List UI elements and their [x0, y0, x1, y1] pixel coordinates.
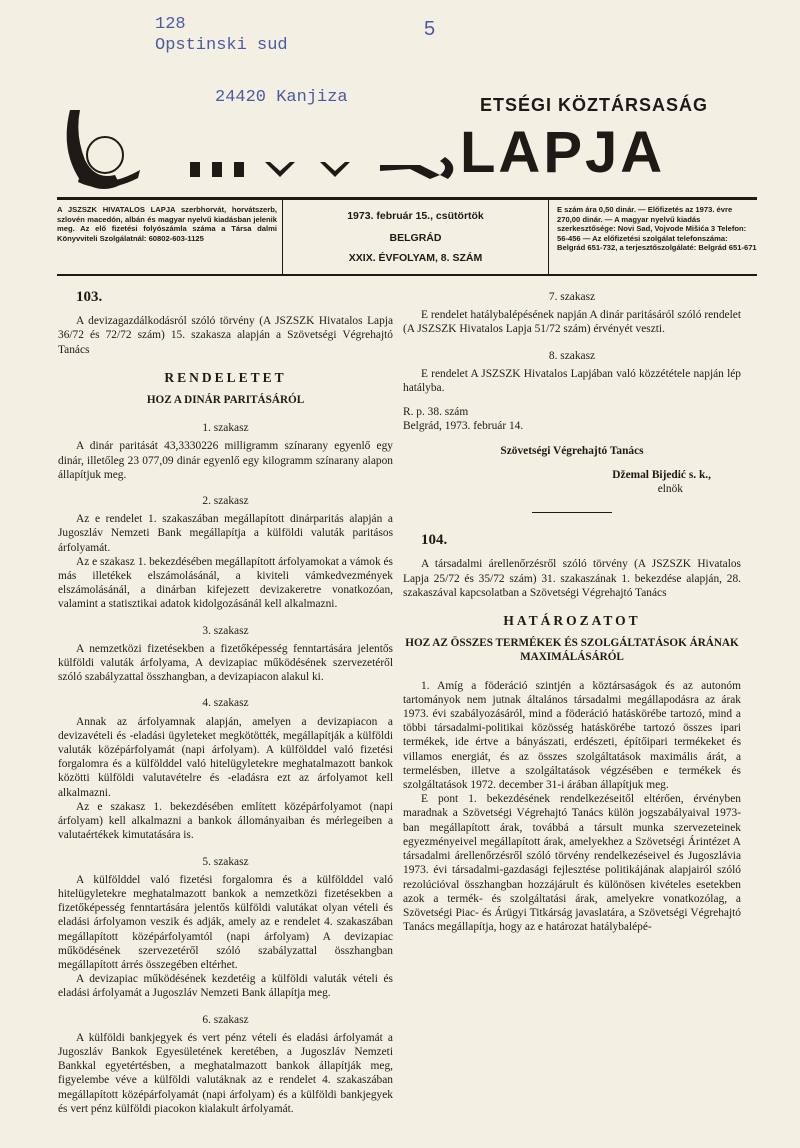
section-text: A devizapiac működésének kezdetéig a külföldi valuták vételi és eladási árfolyamát a Jugoszláv Nemzeti Bank állapítja meg. — [58, 973, 393, 1000]
section-title: 2. szakasz — [202, 495, 249, 508]
right-column — [403, 290, 741, 934]
stamp-number: 128 — [155, 15, 186, 34]
article-104-intro: A társadalmi árellenőrzésről szóló törvény (A JSZSZK Hivatalos Lapja 25/72 és 35/72 szám) 31. szakaszának 1. bekezdése alapján, 28. szakaszával kapcsolatban a Szövetségi Végrehajtó Tanács — [403, 558, 741, 599]
info-bar — [57, 197, 757, 276]
publisher-info: A JSZSZK HIVATALOS LAPJA szerbhorvát, horvátszerb, szlovén macedón, albán és magyar nyelvű kiadásban jelenik meg. Az elő fizetési folyószámla száma a Társa dalmi Könyvviteli Szolgálatnál: 60802-603-1125 — [57, 205, 277, 243]
article-103-number: 103. — [76, 289, 103, 305]
article-104-subheading: HOZ AZ ÖSSZES TERMÉKEK ÉS SZOLGÁLTATÁSOK ÁRÁNAK MAXIMÁLÁSÁRÓL — [405, 637, 739, 664]
subscription-info: E szám ára 0,50 dinár. — Előfizetés az 1973. évre 270,00 dinár. — A magyar nyelvű kiadás szerkesztősége: Novi Sad, Vojvode Mišića 3 Telefon: 56-456 — Az előfizetési szolgálat telefonszáma: Belgrád 651-732, a terjesztőszolgálaté: Belgrád 651-671 — [557, 205, 757, 252]
section-text: Az e szakasz 1. bekezdésében említett középárfolyamot (napi árfolyam) kell alkalmazni a bankok állományaiban és mérlegeiben a valutaértékek kimutatására is. — [58, 800, 393, 842]
signatory-title: elnök — [657, 483, 683, 496]
section-text: E rendelet A JSZSZK Hivatalos Lapjában való közzététele napján lép hatályba. — [403, 367, 741, 395]
signatory-name: Džemal Bijedić s. k., — [612, 468, 711, 481]
signatory-organization: Szövetségi Végrehajtó Tanács — [500, 444, 644, 457]
section-title: 6. szakasz — [202, 1013, 249, 1026]
article-104-heading: HATÁROZATOT — [503, 613, 641, 629]
section-title: 4. szakasz — [202, 697, 249, 710]
issue-city: BELGRÁD — [389, 232, 442, 244]
section-text: Az e rendelet 1. szakaszában megállapított dinárparitás alapján a Jugoszláv Nemzeti Bank megállapítja a külföldi valuták paritásos árfolyamát. — [58, 513, 393, 554]
left-column — [58, 290, 393, 1116]
section-text: Az e szakasz 1. bekezdésében megállapított árfolyamokat a vámok és más illetékek elszámolásánál, a kiviteli vámkedvezmények elszámolásánál, a dinárban kifejezett devizakeretre vonatkozóan, valamint a statisztikai adatok kidolgozásánál kell alkalmazni. — [58, 555, 393, 611]
section-text: Annak az árfolyamnak alapján, amelyen a devizapiacon a devizavételi és -eladási ügyleteket megkötötték, megállapítják a külföldi valuták középárfolyamát (napi árfolyam). A külfölddel való fizetési forgalomra és a külfölddel való hitelügyletekre meghatalmazott bankok közötti külföldi valutavételre és -eladásra ezt az árfolyamot kell alkalmazni. — [58, 715, 393, 799]
section-title: 7. szakasz — [548, 291, 596, 303]
section-text: A nemzetközi fizetésekben a fizetőképesség fenntartására jelentős külföldi valuták árfolyama, A devizapiac működésének szervezetéről szóló szabályzattal összhangban, a devizapiacon alakul ki. — [58, 642, 393, 684]
section-title: 3. szakasz — [202, 624, 249, 637]
section-text: A külföldi bankjegyek és vert pénz vételi és eladási árfolyamát a Jugoszláv Bankok Egyesületének keretében, a Jugoszláv Nemzeti Bankkal egyetértésben, a meghatalmazott bankok állapítják meg, figyelembe véve a külföldi valutáknak az e rendelet 4. szakaszában megállapított középárfolyamát (napi árfolyam) és a külföldi bankjegyek és vert pénz külföldi piacokon kialakult árfolyamát. — [58, 1031, 393, 1115]
emblem-icon — [60, 100, 150, 195]
section-text: A külfölddel való fizetési forgalomra és a külfölddel való hitelügyletekre meghatalmazott bankok a nemzetközi fizetésekben a fizetőképesség fenntartására jelentős külföldi valutákat olyan vételi és eladási árfolyamon veszik és adják, amely az e rendelet 4. szakaszában megállapított középárfolyamtól (napi árfolyam) A devizapiac működésének szervezetéről szóló szabályzattal összhangban megállapított árrés összegében eltérhet. — [58, 873, 393, 971]
masthead-title: LAPJA — [460, 120, 666, 185]
stamp-court: Opstinski sud — [155, 36, 288, 55]
masthead-top-line: ETSÉGI KÖZTÁRSASÁG — [480, 95, 709, 115]
section-title: 1. szakasz — [202, 422, 249, 435]
article-103-intro: A devizagazdálkodásról szóló törvény (A JSZSZK Hivatalos Lapja 36/72 és 72/72 szám) 15. szakasza alapján a Szövetségi Végrehajtó Tanács — [58, 315, 393, 356]
stamp-location: 24420 Kanjiza — [215, 88, 348, 107]
masthead-title-fragment — [190, 157, 460, 182]
masthead — [60, 95, 750, 200]
article-103-heading: RENDELETET — [164, 369, 287, 385]
reference-number: R. p. 38. szám — [403, 406, 469, 419]
place-date: Belgrád, 1973. február 14. — [403, 420, 524, 433]
issue-date: 1973. február 15., csütörtök — [347, 210, 484, 222]
divider — [532, 512, 612, 513]
section-title: 8. szakasz — [548, 349, 596, 362]
page-number: 5 — [424, 18, 436, 40]
court-stamp — [155, 14, 288, 56]
article-103-subheading: HOZ A DINÁR PARITÁSÁRÓL — [146, 394, 305, 407]
article-104-paragraph: 1. Amíg a föderáció szintjén a köztársaságok és az autonóm tartományok nem jutnak általános társadalmi megállapodásra az árak 1973. évi szabályozásáról, mind a föderáció hatáskörébe tartozó, mind a többi társadalmi-politikai közösség hatáskörébe tartozó összes ipari termékek, ide értve a bányászati, erdészeti, építőipari termékeket és villamos energiát, és az összes szolgáltatások maximális árát, a termelésben, illetve a szolgáltatások végzésében e termékek és szolgáltatások 1972. december 31-i árában állapítjuk meg. — [403, 679, 741, 792]
section-text: E rendelet hatálybalépésének napján A dinár paritásáról szóló rendelet (A JSZSZK Hivatalos Lapja 51/72 szám) érvényét veszti. — [403, 309, 741, 336]
issue-volume: XXIX. ÉVFOLYAM, 8. SZÁM — [348, 252, 483, 264]
article-104-number: 104. — [421, 532, 448, 549]
section-title: 5. szakasz — [202, 855, 249, 868]
issue-info — [282, 200, 549, 274]
section-text: A dinár paritását 43,3330226 milligramm színarany egyenlő egy dinár, illetőleg 23 077,09 dinár egyenlő egy kilogramm színarany alapon állapítjuk meg. — [58, 440, 393, 481]
article-104-paragraph: E pont 1. bekezdésének rendelkezéseitől eltérően, érvényben maradnak a Szövetségi Végrehajtó Tanács külön jogszabályaival 1973-ban megállapított árak, továbbá a társult munka szervezeteinek egyezményeivel megállapított árak, amelyekhez a Szövetségi Árintézet A társadalmi árellenőrzésről szóló törvény rendelkezéseivel és Jugoszlávia 1973. évi társadalmi-gazdasági fejlesztése politikájának alapjairól szóló rezolúcióval összhangban hozzájárult és különösen kivételes esetekben azok a termék- és szolgáltatási árak, amelyekre vonatkozólag, a Szövetségi Piac- és Árügyi Titkárság javaslatára, a Szövetségi Végrehajtó Tanács megállapítja, hogy az e határozat hatálybalépé- — [403, 793, 741, 934]
